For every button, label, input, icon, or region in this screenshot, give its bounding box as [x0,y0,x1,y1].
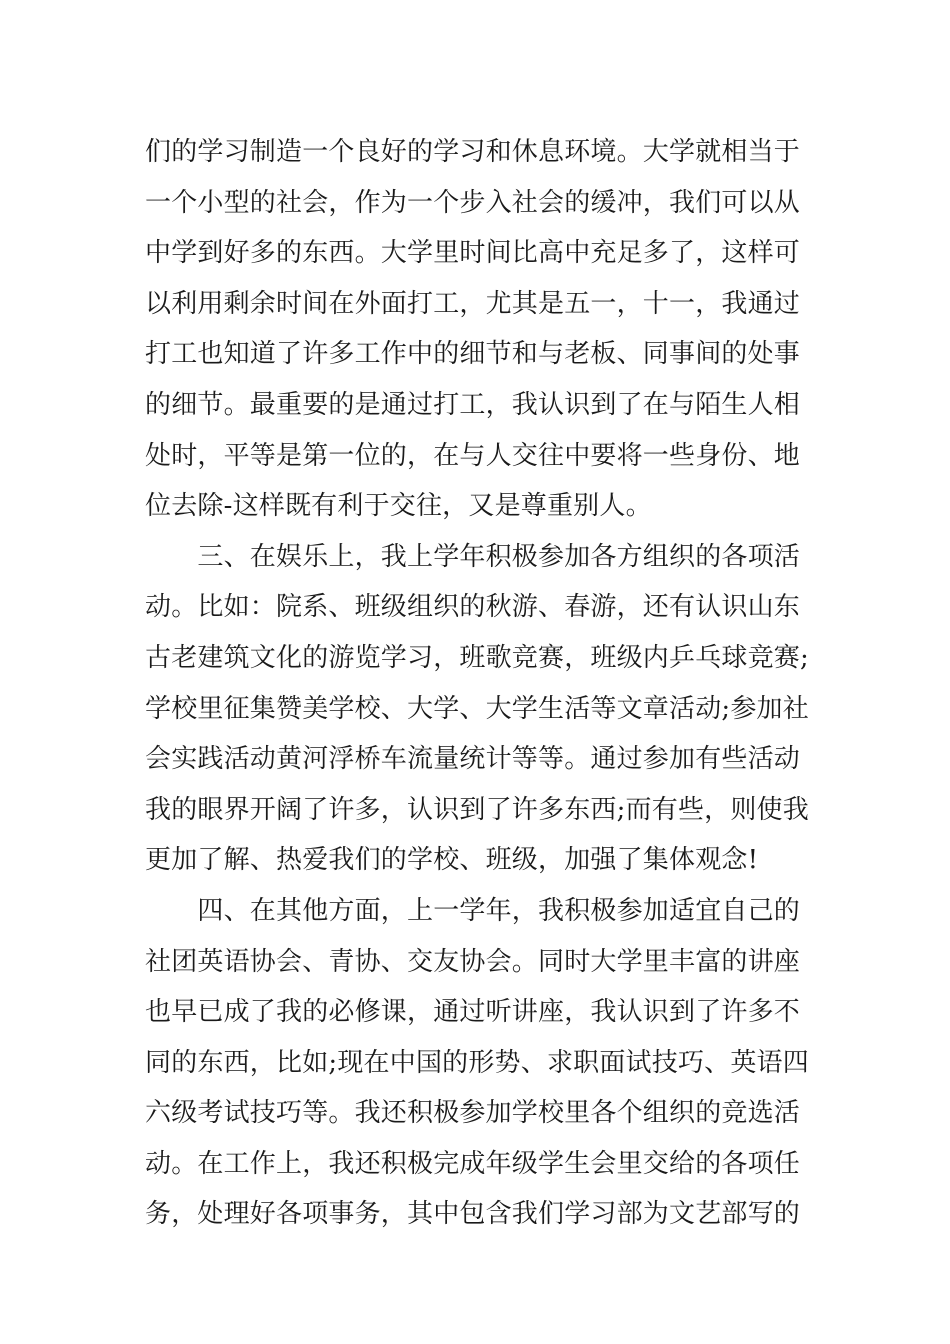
text-line: 三、在娱乐上，我上学年积极参加各方组织的各项活 [145,541,801,572]
body-text [145,127,810,1240]
text-line: 动。比如：院系、班级组织的秋游、春游，还有认识山东 [145,592,801,623]
text-line: 我的眼界开阔了许多，认识到了许多东西;而有些，则使我 [145,794,809,825]
text-line: 同的东西，比如;现在中国的形势、求职面试技巧、英语四 [145,1047,809,1078]
text-line: 动。在工作上，我还积极完成年级学生会里交给的各项任 [145,1148,801,1179]
text-line: 以利用剩余时间在外面打工，尤其是五一，十一，我通过 [145,288,801,319]
text-line: 的细节。最重要的是通过打工，我认识到了在与陌生人相 [145,389,801,420]
text-line: 也早已成了我的必修课，通过听讲座，我认识到了许多不 [145,997,801,1028]
text-line: 古老建筑文化的游览学习，班歌竞赛，班级内乒乓球竞赛; [145,642,809,673]
text-line: 处时，平等是第一位的，在与人交往中要将一些身份、地 [145,440,801,471]
text-line: 学校里征集赞美学校、大学、大学生活等文章活动;参加社 [145,693,809,724]
text-line: 打工也知道了许多工作中的细节和与老板、同事间的处事 [145,339,801,370]
text-line: 社团英语协会、青协、交友协会。同时大学里丰富的讲座 [145,946,801,977]
text-line: 四、在其他方面，上一学年，我积极参加适宜自己的 [145,895,801,926]
text-line: 务，处理好各项事务，其中包含我们学习部为文艺部写的 [145,1199,801,1230]
text-line: 六级考试技巧等。我还积极参加学校里各个组织的竞选活 [145,1098,801,1129]
text-line: 会实践活动黄河浮桥车流量统计等等。通过参加有些活动 [145,744,801,775]
text-line: 中学到好多的东西。大学里时间比高中充足多了，这样可 [145,238,801,269]
text-line: 更加了解、热爱我们的学校、班级，加强了集体观念! [145,845,759,876]
text-line: 们的学习制造一个良好的学习和休息环境。大学就相当于 [145,137,801,167]
text-line: 位去除-这样既有利于交往，又是尊重别人。 [145,491,652,522]
text-line: 一个小型的社会，作为一个步入社会的缓冲，我们可以从 [145,187,801,218]
